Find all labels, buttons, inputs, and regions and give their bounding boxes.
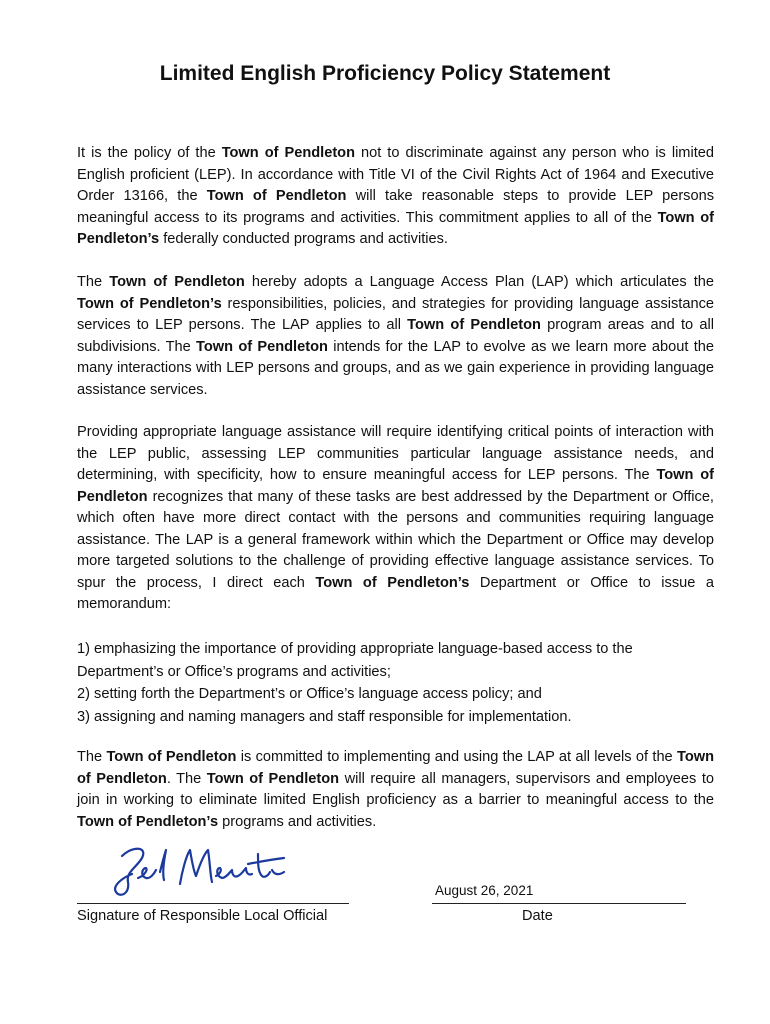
town-name: Town of Pendleton	[106, 749, 237, 765]
text-run: is committed to implementing and using the LAP at all levels of the	[236, 749, 677, 765]
list-item: Department’s or Office’s programs and activities;	[77, 663, 391, 680]
signature-line	[77, 903, 349, 904]
text-run: intends for the LAP to evolve as we learn more about the many interactions with LEP persons and groups, and as we gain experience in providing language assistance services.	[77, 338, 714, 398]
text-run: programs and activities.	[218, 813, 377, 830]
date-value: August 26, 2021	[435, 883, 534, 898]
handwritten-signature	[108, 842, 298, 900]
text-run: . The	[166, 770, 207, 787]
signature-label: Signature of Responsible Local Official	[77, 908, 328, 924]
text-run: program areas and to all subdivisions. The	[77, 317, 714, 355]
town-name-possessive: Town of Pendleton’s	[77, 209, 714, 247]
date-line	[432, 903, 686, 904]
text-run: The	[77, 749, 107, 765]
town-name: Town of Pendleton	[206, 188, 347, 204]
paragraph-lap-adoption	[77, 272, 714, 401]
town-name: Town of Pendleton	[221, 145, 356, 161]
text-run: Providing appropriate language assistance will require identifying critical points of interaction with the LEP public, assessing LEP communities particular language assistance needs, and determining, with specificity, how to ensure meaningful access for LEP persons. The	[77, 424, 714, 483]
paragraph-language-assistance	[77, 422, 714, 616]
text-run: not to discriminate against any person who is limited English proficient (LEP). In accordance with Title VI of the Civil Rights Act of 1964 and Executive Order 13166, the	[77, 145, 714, 204]
town-name-possessive: Town of Pendleton’s	[77, 813, 219, 830]
town-name: Town of Pendleton	[77, 749, 715, 787]
town-name-possessive: Town of Pendleton’s	[77, 295, 222, 312]
town-name: Town of Pendleton	[109, 274, 245, 290]
text-run: Department or Office to issue a memorandum:	[77, 574, 714, 612]
town-name: Town of Pendleton	[77, 467, 715, 505]
text-run: The	[77, 274, 110, 290]
town-name: Town of Pendleton	[206, 770, 340, 787]
date-label: Date	[522, 908, 553, 924]
list-item: 3) assigning and naming managers and staff responsible for implementation.	[77, 708, 572, 725]
paragraph-policy	[77, 143, 714, 251]
town-name: Town of Pendleton	[407, 317, 541, 333]
town-name: Town of Pendleton	[196, 338, 328, 355]
list-item: 2) setting forth the Department’s or Office’s language access policy; and	[77, 686, 542, 702]
town-name-possessive: Town of Pendleton’s	[315, 574, 470, 591]
text-run: federally conducted programs and activities.	[159, 231, 448, 247]
text-run: will require all managers, supervisors and employees to join in working to eliminate limited English proficiency as a barrier to meaningful access to the	[77, 770, 714, 808]
list-item: 1) emphasizing the importance of providing appropriate language-based access to the	[77, 641, 633, 657]
memorandum-list	[77, 638, 717, 728]
text-run: responsibilities, policies, and strategies for providing language assistance services to LEP persons. The LAP applies to all	[77, 295, 714, 333]
text-run: It is the policy of the	[77, 145, 222, 161]
text-run: will take reasonable steps to provide LEP persons meaningful access to its programs and activities. This commitment applies to all of the	[77, 188, 715, 226]
text-run: recognizes that many of these tasks are best addressed by the Department or Office, which often have more direct contact with the persons and communities requiring language assistance. The LAP is a general framework within which the Department or Office may develop more targeted solutions to the challenge of providing effective language assistance services. To spur the process, I direct each	[77, 488, 714, 591]
document-title: Limited English Proficiency Policy Statement	[159, 62, 611, 85]
text-run: hereby adopts a Language Access Plan (LAP) which articulates the	[244, 274, 715, 290]
paragraph-commitment	[77, 747, 714, 833]
